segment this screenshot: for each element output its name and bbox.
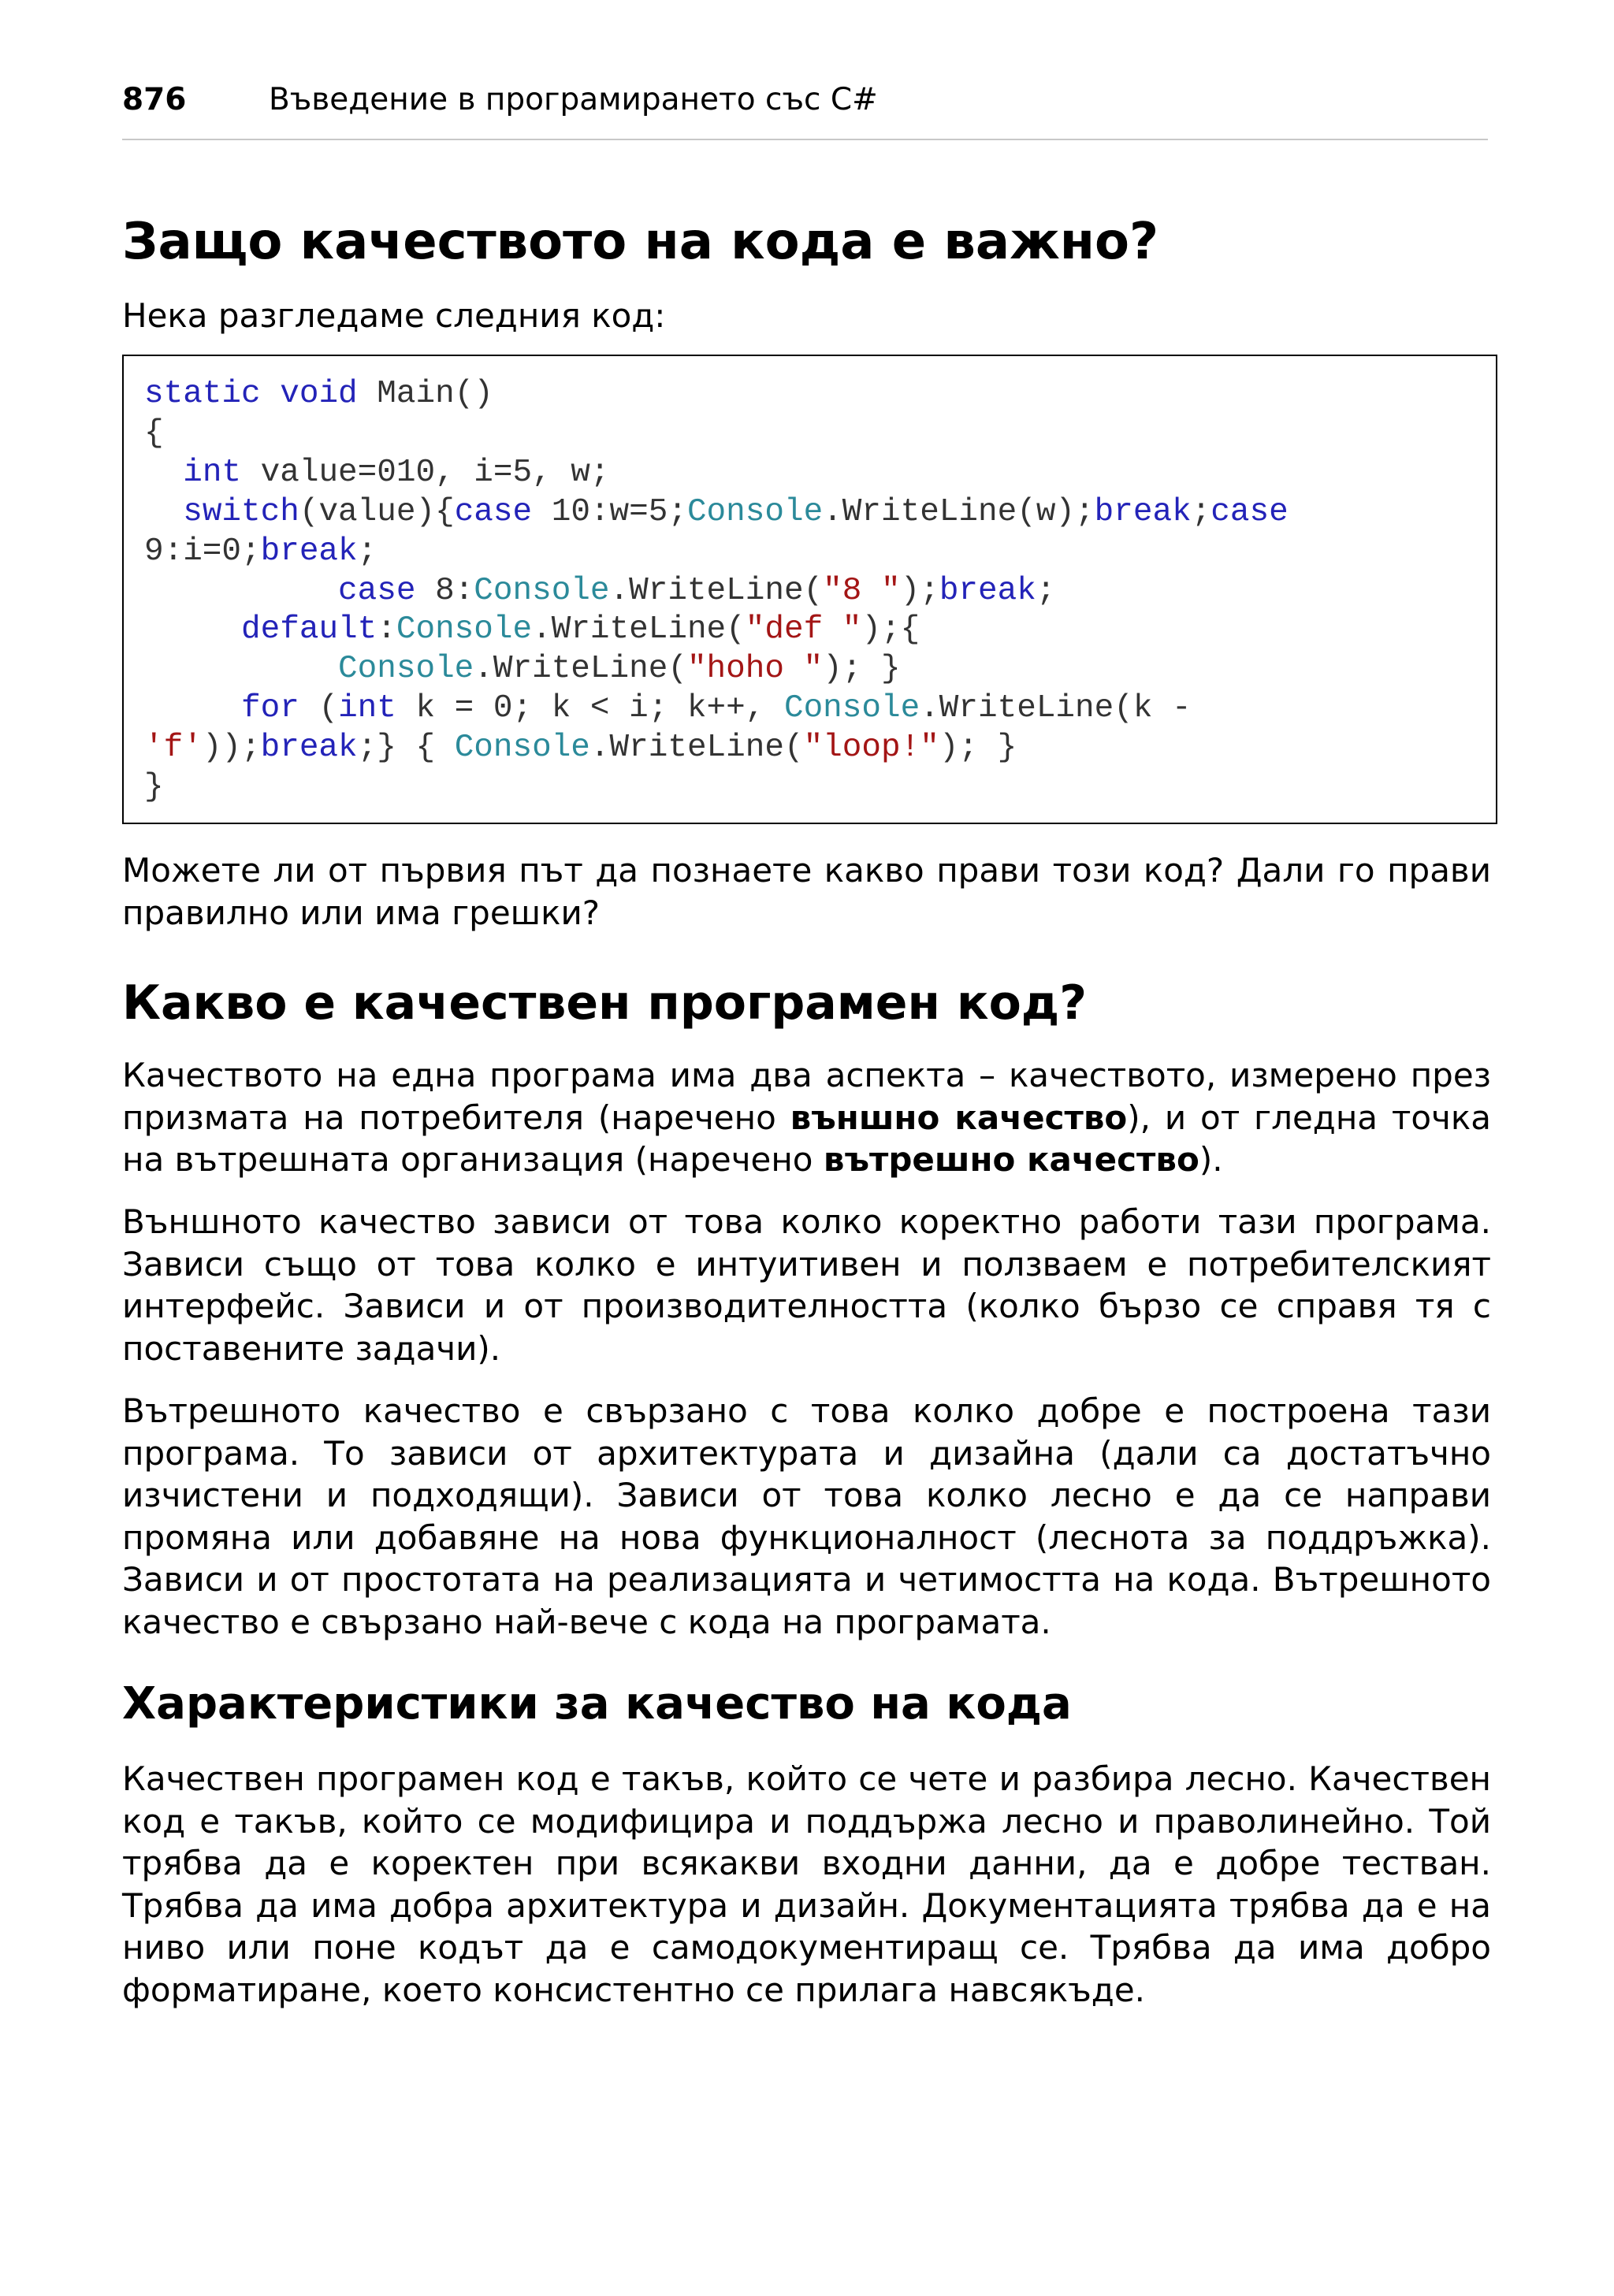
- code-line: [144, 611, 1289, 650]
- code-keyword: int: [183, 454, 242, 491]
- external-quality-paragraph: Външното качество зависи от това колко коректно работи тази програма. Зависи също от това колко е интуитивен и ползваем е потребителският интерфейс. Зависи и от производителността (колко бързо се справя тя с поставените задачи).: [122, 1202, 1491, 1368]
- code-keyword: break: [1094, 493, 1192, 530]
- code-listing: [122, 355, 1497, 824]
- code-text-token: ); }: [939, 730, 1017, 767]
- code-text-token: [144, 690, 241, 726]
- code-class-name: Console: [338, 651, 474, 688]
- external-quality-term: външно качество: [790, 1098, 1128, 1137]
- code-text-token: [144, 611, 241, 648]
- code-text-token: ;: [1191, 493, 1211, 530]
- code-string-literal: "loop!": [803, 730, 939, 767]
- code-text-token: {: [144, 414, 164, 451]
- code-keyword: case: [338, 572, 416, 609]
- code-text-token: 10:w=5;: [532, 493, 687, 530]
- code-text-token: .WriteLine(: [609, 572, 824, 609]
- aspects-paragraph: [122, 1054, 1491, 1181]
- code-class-name: Console: [396, 611, 533, 648]
- characteristics-paragraph: Качествен програмен код е такъв, който се чете и разбира лесно. Качествен код е такъв, който се модифицира и поддържа лесно и праволинейно. Той трябва да е коректен при всякакви входни данни, да е добре тестван. Трябва да има добра архитектура и дизайн. Документацията трябва да е на ниво или поне кодът да е самодокументиращ се. Трябва да има добро форматиране, което консистентно се прилага навсякъде.: [122, 1759, 1491, 2009]
- code-keyword: default: [241, 611, 377, 648]
- code-text-token: [144, 573, 338, 609]
- code-keyword: switch: [183, 493, 299, 530]
- code-text-token: .WriteLine(k -: [920, 690, 1192, 727]
- code-text-token: ;: [357, 533, 377, 570]
- code-text-token: .WriteLine(: [589, 730, 804, 767]
- code-line: [144, 533, 1289, 572]
- code-line: [144, 493, 1289, 533]
- code-line: [144, 572, 1289, 611]
- code-text-token: [261, 376, 281, 412]
- section-heading-what-is-quality: Какво е качествен програмен код?: [122, 975, 1088, 1031]
- page-header: [122, 82, 1488, 140]
- book-title: Въведение в програмирането със C#: [269, 82, 878, 117]
- code-class-name: Console: [783, 690, 920, 727]
- code-line: [144, 375, 1289, 414]
- code-string-literal: "def ": [745, 611, 862, 648]
- code-keyword: for: [241, 690, 299, 727]
- code-text-token: );: [900, 572, 939, 609]
- section-heading-characteristics: Характеристики за качество на кода: [122, 1678, 1072, 1729]
- code-text-token: }: [144, 769, 164, 806]
- section-heading-why-quality: Защо качеството на кода е важно?: [122, 213, 1159, 271]
- code-text-token: value=010, i=5, w;: [241, 454, 610, 491]
- code-text-token: ));: [202, 730, 261, 767]
- code-text-token: );{: [861, 611, 920, 648]
- code-text-token: Main(): [357, 376, 493, 412]
- code-text-token: :: [377, 611, 396, 648]
- code-keyword: break: [939, 572, 1036, 609]
- aspects-text-1: Качеството на една програма има два аспекта – качеството, измерено през призмата на потребителя (наречено: [122, 1056, 1491, 1137]
- code-text-token: [144, 494, 183, 530]
- code-line: [144, 729, 1289, 768]
- code-text-token: .WriteLine(: [474, 651, 687, 688]
- code-keyword: break: [260, 533, 358, 570]
- page-number: 876: [122, 82, 187, 117]
- code-line: [144, 454, 1289, 493]
- intro-paragraph: Нека разгледаме следния код:: [122, 296, 666, 335]
- code-line: [144, 768, 1289, 808]
- code-keyword: case: [1210, 493, 1289, 530]
- code-text-token: (value){: [299, 493, 455, 530]
- code-text-token: [144, 651, 338, 687]
- code-keyword: void: [280, 376, 358, 412]
- code-text-token: .WriteLine(: [532, 611, 746, 648]
- code-class-name: Console: [474, 572, 610, 609]
- code-line: [144, 650, 1289, 689]
- code-class-name: Console: [686, 493, 824, 530]
- internal-quality-term: вътрешно качество: [823, 1140, 1199, 1179]
- code-text-token: 8:: [415, 572, 474, 609]
- code-keyword: case: [454, 493, 533, 530]
- code-string-literal: "8 ": [823, 572, 901, 609]
- code-keyword: break: [260, 730, 358, 767]
- code-string-literal: 'f': [144, 730, 203, 767]
- code-text-token: [144, 455, 183, 491]
- code-text-token: k = 0; k < i; k++,: [396, 690, 784, 727]
- code-text-token: ); }: [823, 651, 901, 688]
- code-text-token: (: [299, 690, 339, 727]
- internal-quality-paragraph: Вътрешното качество е свързано с това колко добре е построена тази програма. То зависи от архитектурата и дизайна (дали са достатъчно изчистени и подходящи). Зависи от това колко лесно е да се направи промяна или добавяне на нова функционалност (леснота за поддръжка). Зависи и от простотата на реализацията и четимостта на кода. Вътрешното качество е свързано най-вече с кода на програмата.: [122, 1391, 1491, 1641]
- code-string-literal: "hoho ": [686, 651, 824, 688]
- code-keyword: static: [144, 376, 261, 412]
- code-text-token: .WriteLine(w);: [823, 493, 1095, 530]
- question-paragraph: Можете ли от първия път да познаете какво прави този код? Дали го прави правилно или има грешки?: [122, 851, 1491, 932]
- code-keyword: int: [338, 690, 396, 727]
- code-text-token: ;} {: [357, 730, 455, 767]
- code-text-token: 9:i=0;: [144, 533, 261, 570]
- aspects-text-2: ), и от гледна точка на вътрешната организация (наречено: [122, 1098, 1491, 1179]
- code-line: [144, 414, 1289, 454]
- code-class-name: Console: [454, 730, 590, 767]
- code-text-token: ;: [1036, 572, 1056, 609]
- code-text: [144, 375, 1289, 808]
- code-line: [144, 689, 1289, 729]
- aspects-text-3: ).: [1199, 1140, 1223, 1179]
